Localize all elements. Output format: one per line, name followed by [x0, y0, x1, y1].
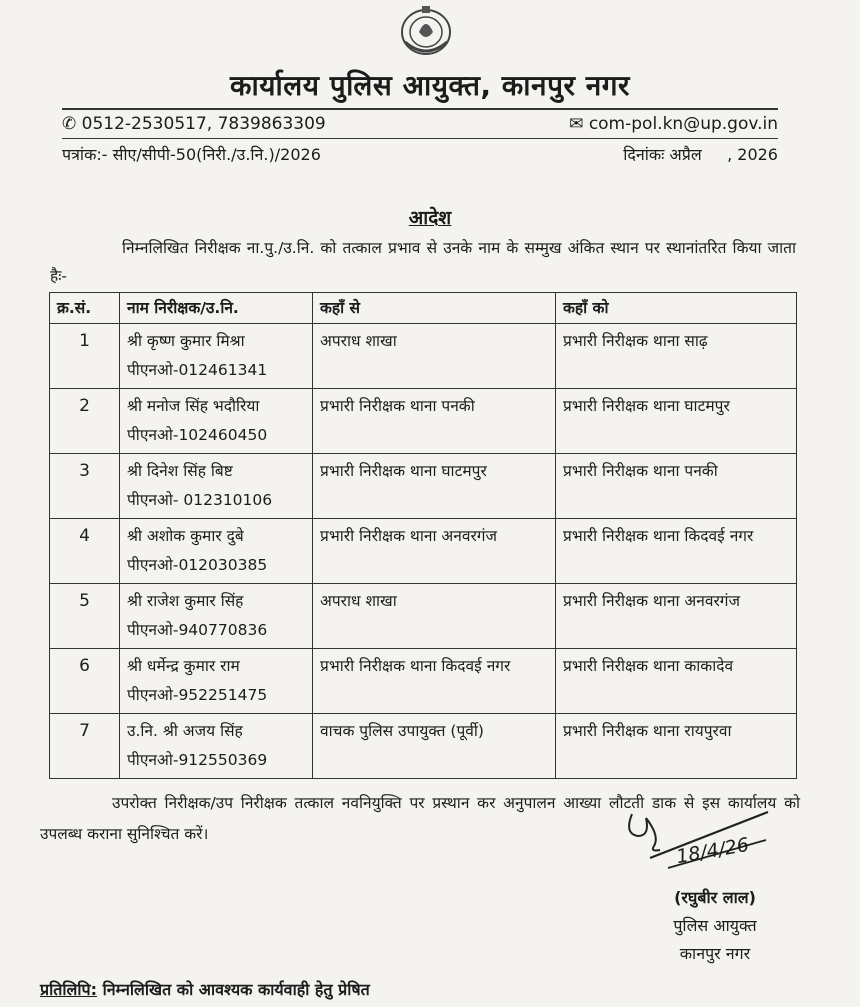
header-to: कहाँ को — [556, 293, 797, 324]
table-header-row — [50, 293, 797, 324]
officer-name: श्री दिनेश सिंह बिष्ट — [127, 462, 233, 480]
row-officer — [120, 519, 313, 584]
row-officer — [120, 584, 313, 649]
signatory-location: कानपुर नगर — [679, 944, 751, 963]
row-to: प्रभारी निरीक्षक थाना रायपुरवा — [556, 714, 797, 779]
signatory-name: (रघुबीर लाल) — [674, 888, 756, 907]
signatory-designation: पुलिस आयुक्त — [673, 916, 757, 935]
closing-instruction: उपरोक्त निरीक्षक/उप निरीक्षक तत्काल नवनियुक्ति पर प्रस्थान कर अनुपालन आख्या लौटती डाक से इस कार्यालय को उपलब्ध कराना सुनिश्चित करें। — [40, 794, 800, 843]
officer-pno: पीएनओ-012461341 — [127, 361, 268, 379]
row-to: प्रभारी निरीक्षक थाना साढ़ — [556, 324, 797, 389]
officer-name: श्री अशोक कुमार दुबे — [127, 527, 244, 545]
reference-number: पत्रांक:- सीए/सीपी-50(निरी./उ.नि.)/2026 — [62, 145, 321, 164]
police-emblem-icon — [395, 2, 457, 58]
row-officer — [120, 324, 313, 389]
row-to: प्रभारी निरीक्षक थाना घाटमपुर — [556, 389, 797, 454]
copy-text: निम्नलिखित को आवश्यक कार्यवाही हेतु प्रेषित — [97, 980, 370, 999]
officer-pno: पीएनओ-912550369 — [127, 751, 268, 769]
phone-number: 0512-2530517, 7839863309 — [81, 114, 326, 134]
phone-contact — [62, 114, 326, 134]
table-row — [50, 389, 797, 454]
row-to: प्रभारी निरीक्षक थाना पनकी — [556, 454, 797, 519]
officer-pno: पीएनओ-012030385 — [127, 556, 268, 574]
table-row — [50, 649, 797, 714]
table-row — [50, 324, 797, 389]
officer-pno: पीएनओ-940770836 — [127, 621, 268, 639]
row-officer — [120, 714, 313, 779]
transfer-table — [49, 292, 797, 779]
contact-row — [62, 114, 778, 134]
row-sn: 5 — [50, 584, 120, 649]
table-row — [50, 454, 797, 519]
email-contact — [569, 114, 778, 134]
copy-line — [40, 978, 370, 1000]
row-to: प्रभारी निरीक्षक थाना काकादेव — [556, 649, 797, 714]
signatory-block — [620, 884, 810, 968]
officer-name: श्री राजेश कुमार सिंह — [127, 592, 244, 610]
row-sn: 3 — [50, 454, 120, 519]
letter-date: दिनांकः अप्रैल , 2026 — [623, 145, 778, 164]
order-intro: निम्नलिखित निरीक्षक ना.पु./उ.नि. को तत्काल प्रभाव से उनके नाम के सम्मुख अंकित स्थान पर स्थानांतरित किया जाता हैः- — [50, 239, 796, 285]
header-name: नाम निरीक्षक/उ.नि. — [120, 293, 313, 324]
email-address: com-pol.kn@up.gov.in — [588, 114, 778, 134]
row-sn: 2 — [50, 389, 120, 454]
header-sn: क्र.सं. — [50, 293, 120, 324]
header-rule-top — [62, 108, 778, 110]
signature-date: 18/4/26 — [674, 833, 751, 869]
row-sn: 7 — [50, 714, 120, 779]
officer-name: श्री कृष्ण कुमार मिश्रा — [127, 332, 245, 350]
phone-icon: ✆ — [62, 114, 77, 134]
row-sn: 1 — [50, 324, 120, 389]
row-from: प्रभारी निरीक्षक थाना घाटमपुर — [313, 454, 556, 519]
table-row — [50, 714, 797, 779]
row-sn: 4 — [50, 519, 120, 584]
row-officer — [120, 454, 313, 519]
row-to: प्रभारी निरीक्षक थाना किदवई नगर — [556, 519, 797, 584]
copy-label: प्रतिलिपि: — [40, 980, 97, 999]
officer-pno: पीएनओ-102460450 — [127, 426, 268, 444]
row-from: प्रभारी निरीक्षक थाना किदवई नगर — [313, 649, 556, 714]
header-from: कहाँ से — [313, 293, 556, 324]
row-officer — [120, 389, 313, 454]
officer-name: श्री धर्मेन्द्र कुमार राम — [127, 657, 240, 675]
table-row — [50, 584, 797, 649]
row-to: प्रभारी निरीक्षक थाना अनवरगंज — [556, 584, 797, 649]
row-from: अपराध शाखा — [313, 584, 556, 649]
reference-row — [62, 143, 778, 165]
header-rule-bottom — [62, 138, 778, 139]
order-heading: आदेश — [408, 207, 452, 229]
row-sn: 6 — [50, 649, 120, 714]
officer-name: उ.नि. श्री अजय सिंह — [127, 722, 243, 740]
officer-name: श्री मनोज सिंह भदौरिया — [127, 397, 260, 415]
officer-pno: पीएनओ-952251475 — [127, 686, 268, 704]
table-row — [50, 519, 797, 584]
row-from: वाचक पुलिस उपायुक्त (पूर्वी) — [313, 714, 556, 779]
officer-pno: पीएनओ- 012310106 — [127, 491, 273, 509]
row-officer — [120, 649, 313, 714]
row-from: प्रभारी निरीक्षक थाना पनकी — [313, 389, 556, 454]
envelope-icon: ✉ — [569, 114, 584, 134]
row-from: अपराध शाखा — [313, 324, 556, 389]
office-title: कार्यालय पुलिस आयुक्त, कानपुर नगर — [230, 69, 630, 102]
row-from: प्रभारी निरीक्षक थाना अनवरगंज — [313, 519, 556, 584]
